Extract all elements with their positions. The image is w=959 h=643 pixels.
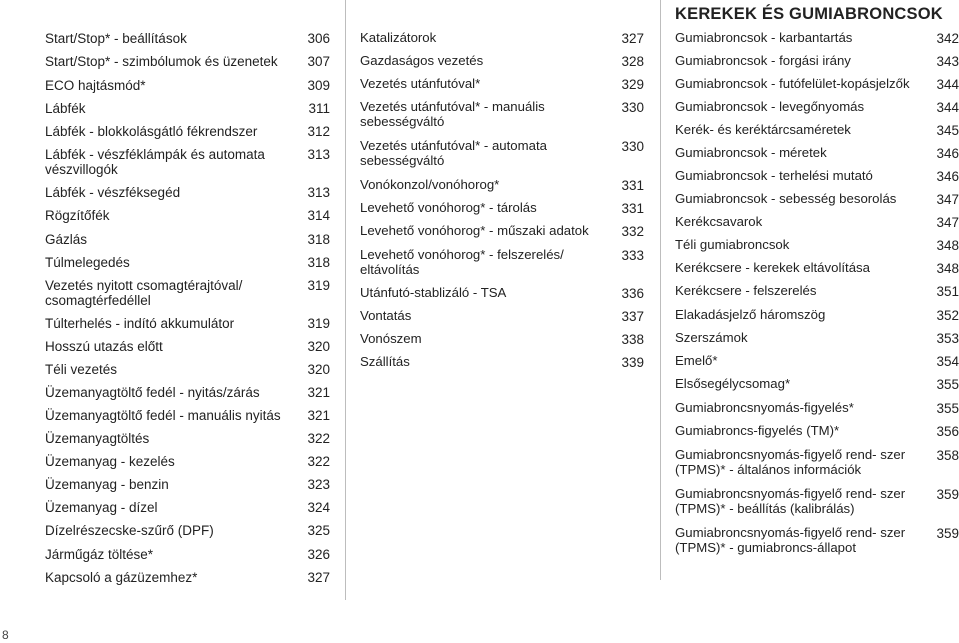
entry-label: Hosszú utazás előtt xyxy=(45,339,163,354)
index-entry xyxy=(45,316,330,331)
index-entry xyxy=(360,248,644,277)
entry-page: 331 xyxy=(621,201,644,216)
index-entry xyxy=(675,401,959,416)
entry-label: Lábfék - vészféksegéd xyxy=(45,185,181,200)
index-entry xyxy=(675,354,959,369)
entry-label: Levehető vonóhorog* - felszerelés/ eltávolítás xyxy=(360,247,564,277)
index-entry xyxy=(675,238,959,253)
entry-label: Start/Stop* - beállítások xyxy=(45,31,187,46)
index-entry xyxy=(675,377,959,392)
entry-page: 353 xyxy=(936,331,959,346)
index-entry xyxy=(45,477,330,492)
entry-page: 354 xyxy=(936,354,959,369)
index-entry xyxy=(45,255,330,270)
entry-label: Gumiabroncsok - futófelület-kopásjelzők xyxy=(675,76,910,91)
entry-label: Dízelrészecske-szűrő (DPF) xyxy=(45,523,214,538)
entry-label: Gumiabroncsnyomás-figyelés* xyxy=(675,400,854,415)
entry-page: 311 xyxy=(308,101,330,116)
index-entry xyxy=(45,523,330,538)
index-entry xyxy=(675,261,959,276)
entry-page: 307 xyxy=(307,54,330,69)
entry-label: Gázlás xyxy=(45,232,88,247)
entry-label: Gumiabroncsok - sebesség besorolás xyxy=(675,191,897,206)
entry-label: Gumiabroncsok - terhelési mutató xyxy=(675,168,873,183)
index-entry xyxy=(45,408,330,423)
entry-page: 356 xyxy=(936,424,959,439)
entry-label: Vezetés utánfutóval* xyxy=(360,76,481,91)
section-title: KEREKEK ÉS GUMIABRONCSOK xyxy=(675,5,943,23)
entry-page: 323 xyxy=(307,477,330,492)
entry-page: 358 xyxy=(936,448,959,463)
index-entry xyxy=(45,570,330,585)
entry-page: 319 xyxy=(307,316,330,331)
entry-label: Szállítás xyxy=(360,354,410,369)
entry-label: Gumiabroncsnyomás-figyelő rend- szer (TPMS)* - beállítás (kalibrálás) xyxy=(675,486,906,516)
entry-label: Üzemanyagtöltő fedél - nyitás/zárás xyxy=(45,385,260,400)
index-entry xyxy=(360,178,644,193)
entry-page: 331 xyxy=(621,178,644,193)
entry-label: Gumiabroncsok - forgási irány xyxy=(675,53,851,68)
entry-page: 330 xyxy=(621,139,644,154)
entry-page: 330 xyxy=(621,100,644,115)
index-entry xyxy=(360,332,644,347)
entry-page: 322 xyxy=(307,431,330,446)
entry-label: Gumiabroncs-figyelés (TM)* xyxy=(675,423,840,438)
index-entry xyxy=(45,278,330,308)
entry-page: 333 xyxy=(621,248,644,263)
entry-page: 314 xyxy=(307,208,330,223)
entry-label: Gumiabroncsnyomás-figyelő rend- szer (TPMS)* - gumiabroncs-állapot xyxy=(675,525,906,555)
entry-label: Túlterhelés - indító akkumulátor xyxy=(45,316,235,331)
entry-page: 345 xyxy=(936,123,959,138)
entry-label: Vontatás xyxy=(360,308,412,323)
entry-page: 336 xyxy=(621,286,644,301)
entry-page: 332 xyxy=(621,224,644,239)
index-entry xyxy=(45,500,330,515)
entry-page: 344 xyxy=(936,100,959,115)
index-entry xyxy=(45,385,330,400)
entry-page: 327 xyxy=(307,570,330,585)
entry-label: Üzemanyag - benzin xyxy=(45,477,169,492)
index-entry xyxy=(45,185,330,200)
entry-page: 306 xyxy=(307,31,330,46)
entry-page: 320 xyxy=(307,362,330,377)
entry-label: Lábfék xyxy=(45,101,86,116)
entry-page: 338 xyxy=(621,332,644,347)
entry-page: 346 xyxy=(936,146,959,161)
entry-page: 352 xyxy=(936,308,959,323)
entry-label: Katalizátorok xyxy=(360,30,437,45)
entry-label: Vezetés utánfutóval* - automata sebességváltó xyxy=(360,138,547,168)
entry-label: Vezetés utánfutóval* - manuális sebességváltó xyxy=(360,99,545,129)
entry-label: Vonókonzol/vonóhorog* xyxy=(360,177,500,192)
index-entry xyxy=(45,232,330,247)
entry-label: Kerékcsavarok xyxy=(675,214,763,229)
index-entry xyxy=(360,31,644,46)
entry-label: ECO hajtásmód* xyxy=(45,78,146,93)
entry-page: 359 xyxy=(936,526,959,541)
index-entry xyxy=(45,101,330,116)
column-divider-2 xyxy=(660,0,661,580)
entry-label: Téli vezetés xyxy=(45,362,118,377)
entry-label: Emelő* xyxy=(675,353,718,368)
entry-label: Start/Stop* - szimbólumok és üzenetek xyxy=(45,54,278,69)
index-entry xyxy=(360,54,644,69)
index-entry xyxy=(360,224,644,239)
index-entry xyxy=(360,77,644,92)
entry-page: 325 xyxy=(307,523,330,538)
entry-page: 328 xyxy=(621,54,644,69)
entry-page: 318 xyxy=(307,232,330,247)
column-divider-1 xyxy=(345,0,346,600)
entry-label: Levehető vonóhorog* - tárolás xyxy=(360,200,537,215)
entry-page: 318 xyxy=(307,255,330,270)
entry-label: Utánfutó-stablizáló - TSA xyxy=(360,285,507,300)
entry-page: 326 xyxy=(307,547,330,562)
entry-label: Gumiabroncsok - levegőnyomás xyxy=(675,99,865,114)
entry-page: 348 xyxy=(936,238,959,253)
entry-page: 321 xyxy=(307,408,330,423)
entry-label: Lábfék - blokkolásgátló fékrendszer xyxy=(45,124,258,139)
entry-label: Elsősegélycsomag* xyxy=(675,376,791,391)
index-entry xyxy=(675,331,959,346)
entry-page: 322 xyxy=(307,454,330,469)
entry-page: 342 xyxy=(936,31,959,46)
entry-label: Rögzítőfék xyxy=(45,208,110,223)
entry-label: Üzemanyag - kezelés xyxy=(45,454,175,469)
index-entry xyxy=(360,286,644,301)
index-entry xyxy=(45,147,330,177)
entry-label: Vezetés nyitott csomagtérajtóval/ csomagtérfedéllel xyxy=(45,278,243,308)
entry-page: 327 xyxy=(621,31,644,46)
entry-page: 339 xyxy=(621,355,644,370)
index-entry xyxy=(675,100,959,115)
entry-label: Kapcsoló a gázüzemhez* xyxy=(45,570,198,585)
entry-label: Téli gumiabroncsok xyxy=(675,237,790,252)
entry-label: Járműgáz töltése* xyxy=(45,547,154,562)
index-entry xyxy=(675,424,959,439)
entry-page: 355 xyxy=(936,401,959,416)
index-entry xyxy=(360,100,644,129)
entry-label: Túlmelegedés xyxy=(45,255,130,270)
entry-page: 321 xyxy=(307,385,330,400)
entry-page: 348 xyxy=(936,261,959,276)
entry-label: Szerszámok xyxy=(675,330,748,345)
entry-label: Gumiabroncsok - karbantartás xyxy=(675,30,853,45)
index-entry xyxy=(675,284,959,299)
entry-label: Kerékcsere - felszerelés xyxy=(675,283,817,298)
index-entry xyxy=(675,526,959,555)
index-entry xyxy=(675,215,959,230)
index-entry xyxy=(45,431,330,446)
entry-label: Levehető vonóhorog* - műszaki adatok xyxy=(360,223,589,238)
index-entry xyxy=(675,448,959,477)
index-entry xyxy=(675,192,959,207)
entry-label: Üzemanyagtöltő fedél - manuális nyitás xyxy=(45,408,281,423)
index-entry xyxy=(45,31,330,46)
entry-page: 319 xyxy=(307,278,330,293)
entry-label: Vonószem xyxy=(360,331,422,346)
index-entry xyxy=(675,308,959,323)
entry-page: 344 xyxy=(936,77,959,92)
entry-page: 313 xyxy=(307,185,330,200)
index-entry xyxy=(45,362,330,377)
entry-label: Kerékcsere - kerekek eltávolítása xyxy=(675,260,870,275)
index-entry xyxy=(360,309,644,324)
entry-page: 355 xyxy=(936,377,959,392)
entry-page: 347 xyxy=(936,192,959,207)
entry-page: 313 xyxy=(307,147,330,162)
index-entry xyxy=(45,78,330,93)
entry-page: 312 xyxy=(307,124,330,139)
index-entry xyxy=(675,169,959,184)
page-number: 8 xyxy=(2,628,9,642)
index-entry xyxy=(675,487,959,516)
entry-page: 329 xyxy=(621,77,644,92)
index-entry xyxy=(45,339,330,354)
entry-page: 337 xyxy=(621,309,644,324)
entry-page: 320 xyxy=(307,339,330,354)
entry-page: 343 xyxy=(936,54,959,69)
index-entry xyxy=(45,208,330,223)
entry-label: Kerék- és keréktárcsaméretek xyxy=(675,122,851,137)
index-entry xyxy=(45,124,330,139)
entry-label: Üzemanyagtöltés xyxy=(45,431,150,446)
index-entry xyxy=(675,77,959,92)
entry-label: Gumiabroncsok - méretek xyxy=(675,145,827,160)
index-entry xyxy=(360,201,644,216)
index-entry xyxy=(675,123,959,138)
entry-page: 359 xyxy=(936,487,959,502)
entry-page: 346 xyxy=(936,169,959,184)
entry-label: Üzemanyag - dízel xyxy=(45,500,158,515)
entry-label: Gazdaságos vezetés xyxy=(360,53,484,68)
index-entry xyxy=(360,355,644,370)
index-entry xyxy=(675,54,959,69)
entry-page: 351 xyxy=(936,284,959,299)
index-entry xyxy=(45,54,330,69)
entry-page: 324 xyxy=(307,500,330,515)
entry-label: Gumiabroncsnyomás-figyelő rend- szer (TPMS)* - általános információk xyxy=(675,447,906,477)
index-entry xyxy=(45,547,330,562)
index-entry xyxy=(360,139,644,168)
entry-page: 347 xyxy=(936,215,959,230)
entry-label: Lábfék - vészféklámpák és automata vészvillogók xyxy=(45,147,265,177)
entry-page: 309 xyxy=(307,78,330,93)
index-entry xyxy=(45,454,330,469)
index-entry xyxy=(675,31,959,46)
entry-label: Elakadásjelző háromszög xyxy=(675,307,826,322)
index-entry xyxy=(675,146,959,161)
